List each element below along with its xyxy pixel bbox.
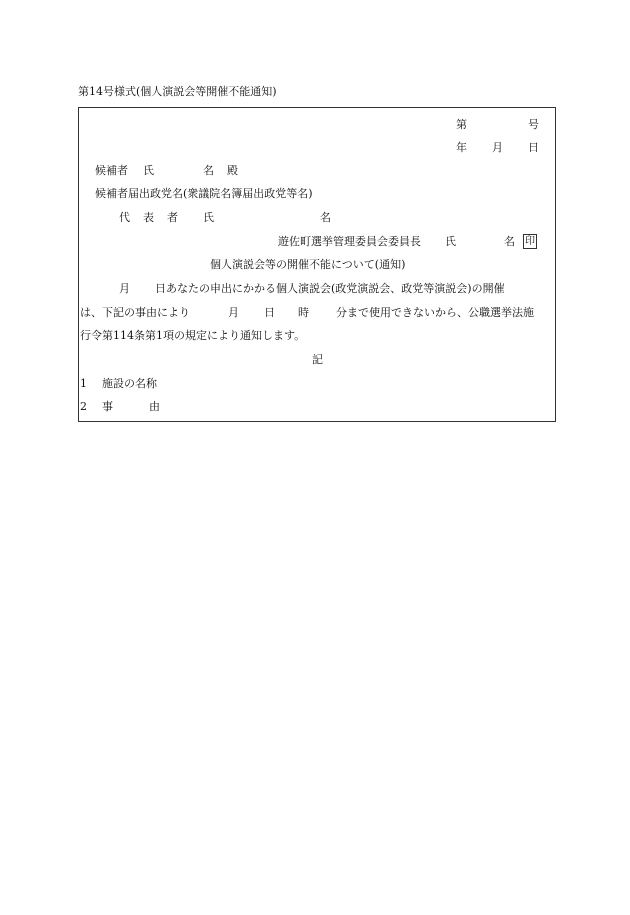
- addressee-label: 候補者: [95, 164, 128, 177]
- item-reason-b: 由: [149, 400, 160, 413]
- sender-org: 遊佐町選挙管理委員会委員長: [278, 235, 421, 248]
- notice-title: 個人演説会等の開催不能について(通知): [210, 258, 406, 271]
- seal-mark: 印: [525, 236, 535, 247]
- party-line: 候補者届出政党名(衆議院名簿届出政党等名): [95, 187, 313, 200]
- number-dai: 第: [456, 118, 467, 131]
- item-number: 2: [80, 400, 87, 413]
- date-year: 年: [456, 141, 467, 154]
- rep-sha: 者: [167, 211, 178, 224]
- body-line2-lead: は、下記の事由により: [80, 306, 190, 319]
- rep-shi: 氏: [203, 211, 214, 224]
- rep-hyo: 表: [143, 211, 154, 224]
- body-line2-day: 日: [264, 306, 275, 319]
- date-day: 日: [528, 141, 539, 154]
- addressee-shi: 氏: [143, 164, 154, 177]
- item-reason-a: 事: [102, 400, 113, 413]
- item-facility-name: 施設の名称: [102, 377, 157, 390]
- ki-heading: 記: [312, 353, 323, 366]
- addressee-tono: 殿: [227, 164, 238, 177]
- form-title: 第14号様式(個人演説会等開催不能通知): [78, 85, 277, 98]
- body-line2-hour: 時: [298, 306, 309, 319]
- rep-dai: 代: [119, 211, 130, 224]
- body-line1-text: 日あなたの申出にかかる個人演説会(政党演説会、政党等演説会)の開催: [155, 282, 505, 295]
- body-line2-month: 月: [228, 306, 239, 319]
- sender-mei: 名: [504, 235, 515, 248]
- number-go: 号: [528, 118, 539, 131]
- body-line1-month: 月: [119, 282, 130, 295]
- rep-mei: 名: [320, 211, 331, 224]
- body-line2-text: 分まで使用できないから、公職選挙法施: [336, 306, 534, 319]
- sender-shi: 氏: [445, 235, 456, 248]
- body-line3: 行令第114条第1項の規定により通知します。: [80, 329, 306, 342]
- item-number: 1: [80, 377, 87, 390]
- date-month: 月: [492, 141, 503, 154]
- addressee-mei: 名: [203, 164, 214, 177]
